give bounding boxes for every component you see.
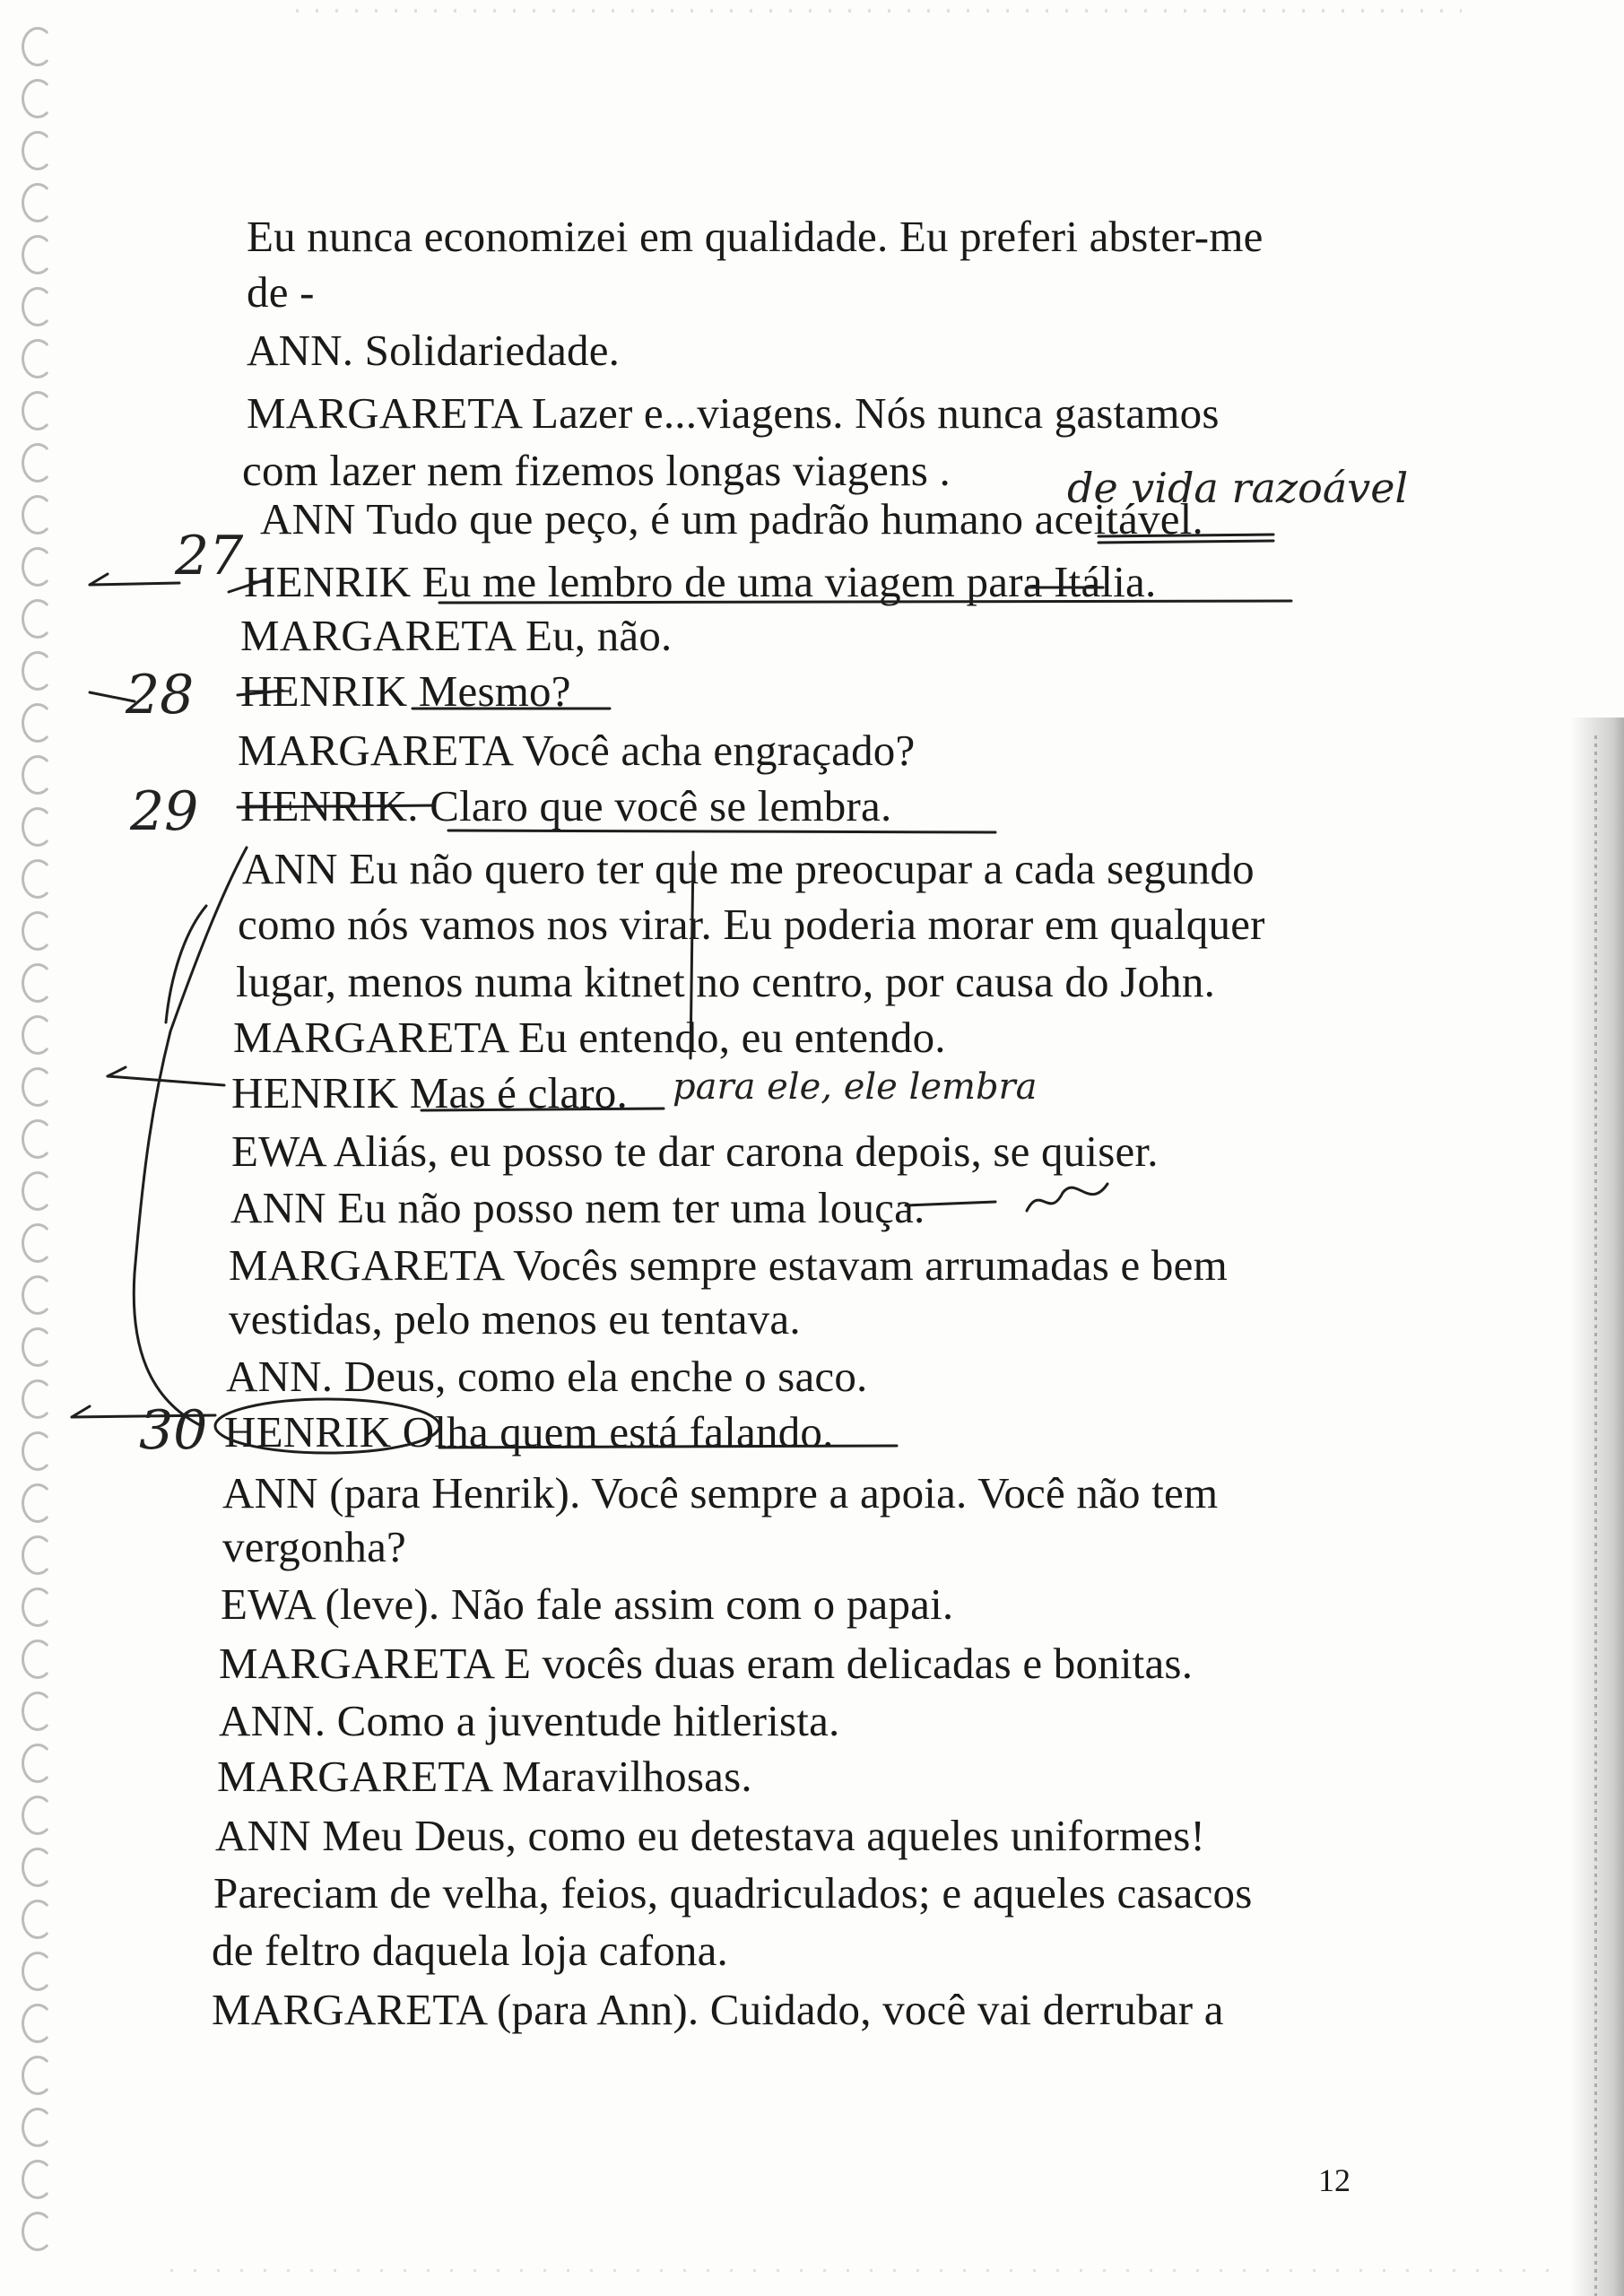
- text-line: HENRIK Olha quem está falando.: [224, 1407, 834, 1457]
- margin-number: 27: [175, 525, 244, 587]
- text-line: ANN Tudo que peço, é um padrão humano aceitável.: [260, 494, 1203, 544]
- text-line: ANN Eu não posso nem ter uma louça.: [230, 1183, 925, 1232]
- text-line: vergonha?: [222, 1522, 406, 1571]
- text-line: MARGARETA Maravilhosas.: [217, 1752, 752, 1801]
- text-line: EWA Aliás, eu posso te dar carona depois, se quiser.: [231, 1126, 1159, 1176]
- text-line: MARGARETA Eu entendo, eu entendo.: [233, 1013, 946, 1062]
- text-line: com lazer nem fizemos longas viagens .: [242, 446, 951, 495]
- text-line: HENRIK Eu me lembro de uma viagem para Itália.: [244, 557, 1157, 606]
- text-line: vestidas, pelo menos eu tentava.: [229, 1294, 801, 1344]
- margin-number: 28: [126, 664, 195, 726]
- text-line: lugar, menos numa kitnet no centro, por causa do John.: [236, 957, 1216, 1006]
- text-line: MARGARETA Lazer e...viagens. Nós nunca gastamos: [247, 388, 1220, 438]
- text-line: HENRIK Mas é claro.: [231, 1068, 628, 1118]
- handwritten-insert: de vida razoável: [1067, 464, 1409, 512]
- text-line: MARGARETA E vocês duas eram delicadas e bonitas.: [219, 1639, 1194, 1688]
- text-line: MARGARETA Vocês sempre estavam arrumadas e bem: [229, 1240, 1228, 1290]
- text-line: de feltro daquela loja cafona.: [212, 1926, 729, 1975]
- handwritten-insert: para ele, ele lembra: [673, 1066, 1038, 1108]
- text-line: HENRIK Mesmo?: [240, 666, 571, 716]
- text-line: ANN (para Henrik). Você sempre a apoia. Você não tem: [222, 1468, 1219, 1518]
- text-line: ANN. Como a juventude hitlerista.: [219, 1696, 840, 1745]
- text-line: HENRIK. Claro que você se lembra.: [240, 781, 892, 831]
- text-line: de -: [247, 267, 315, 317]
- text-line: ANN Eu não quero ter que me preocupar a cada segundo: [242, 844, 1255, 893]
- text-line: EWA (leve). Não fale assim com o papai.: [221, 1579, 954, 1629]
- text-line: ANN Meu Deus, como eu detestava aqueles uniformes!: [215, 1811, 1206, 1860]
- text-line: ANN. Solidariedade.: [247, 326, 621, 375]
- margin-number: 29: [130, 780, 199, 843]
- text-line: ANN. Deus, como ela enche o saco.: [226, 1352, 868, 1401]
- text-line: MARGARETA (para Ann). Cuidado, você vai derrubar a: [212, 1985, 1224, 2034]
- text-line: MARGARETA Eu, não.: [240, 611, 673, 660]
- text-line: Pareciam de velha, feios, quadriculados; e aqueles casacos: [213, 1868, 1253, 1918]
- page-number: 12: [1318, 2162, 1350, 2198]
- text-line: Eu nunca economizei em qualidade. Eu preferi abster-me: [247, 212, 1264, 261]
- text-line: como nós vamos nos virar. Eu poderia morar em qualquer: [238, 900, 1265, 949]
- margin-number: 30: [139, 1399, 208, 1462]
- text-line: MARGARETA Você acha engraçado?: [238, 726, 916, 775]
